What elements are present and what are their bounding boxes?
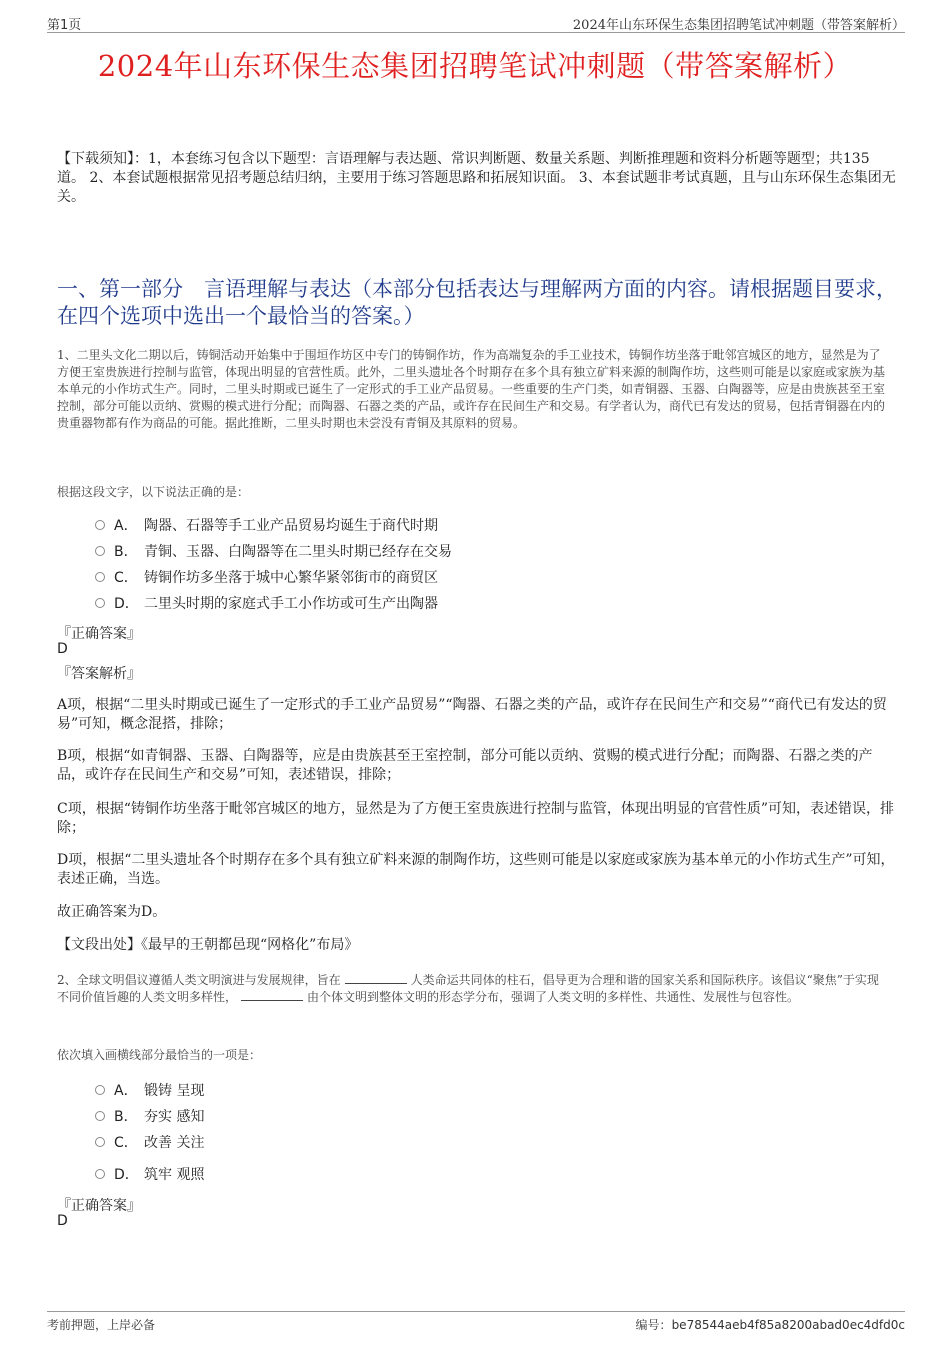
option-b[interactable]: B． 青铜、玉器、白陶器等在二里头时期已经存在交易 bbox=[95, 538, 452, 564]
radio-icon[interactable] bbox=[95, 1111, 105, 1121]
option-c[interactable]: C． 铸铜作坊多坐落于城中心繁华紧邻街市的商贸区 bbox=[95, 564, 452, 590]
fill-blank bbox=[241, 989, 303, 1001]
question-2-options bbox=[95, 1077, 204, 1187]
radio-icon[interactable] bbox=[95, 1137, 105, 1147]
document-title: 2024年山东环保生态集团招聘笔试冲刺题（带答案解析） bbox=[97, 49, 853, 83]
radio-icon[interactable] bbox=[95, 546, 105, 556]
answer-label: 『正确答案』 bbox=[57, 626, 141, 642]
option-d[interactable]: D． 二里头时期的家庭式手工小作坊或可生产出陶器 bbox=[95, 590, 452, 616]
option-b[interactable]: B． 夯实 感知 bbox=[95, 1103, 204, 1129]
question-1-text: 1、二里头文化二期以后，铸铜活动开始集中于围垣作坊区中专门的铸铜作坊，作为高端复杂的手工业技术，铸铜作坊坐落于毗邻宫城区的地方，显然是为了方便王室贵族进行控制与监管，体现出明显的官营性质。此外，二里头遗址各个时期存在多个具有独立矿料来源的制陶作坊，这些则可能是以家庭或家族为基本单元的小作坊式生产。同时，二里头时期或已诞生了一定形式的手工业产品贸易。一些重要的生产门类，如青铜器、玉器、白陶器等，应是由贵族甚至王室控制，部分可能以贡纳、赏赐的模式进行分配；而陶器、石器之类的产品，或许存在民间生产和交易。有学者认为，商代已有发达的贸易，包括青铜器在内的贵重器物都有作为商品的可能。据此推断，二里头时期也未尝没有青铜及其原料的贸易。 bbox=[57, 348, 886, 430]
question-2-prompt: 依次填入画横线部分最恰当的一项是： bbox=[57, 1048, 262, 1062]
download-notice: 【下载须知】：1，本套练习包含以下题型：言语理解与表达题、常识判断题、数量关系题、判断推理题和资料分析题等题型；共135道。 2、本套试题根据常见招考题总结归纳，主要用于练习答题思路和拓展知识面。 3、本套试题非考试真题，且与山东环保生态集团无关。 bbox=[57, 151, 896, 205]
question-1-options bbox=[95, 512, 452, 616]
option-a[interactable]: A． 陶器、石器等手工业产品贸易均诞生于商代时期 bbox=[95, 512, 452, 538]
page-header bbox=[47, 10, 905, 33]
analysis-label: 『答案解析』 bbox=[57, 666, 141, 682]
fill-blank bbox=[345, 972, 407, 984]
radio-icon[interactable] bbox=[95, 520, 105, 530]
radio-icon[interactable] bbox=[95, 598, 105, 608]
footer-slogan: 考前押题，上岸必备 bbox=[47, 1318, 156, 1332]
radio-icon[interactable] bbox=[95, 572, 105, 582]
analysis-conclusion: 故正确答案为D。 bbox=[57, 904, 167, 920]
radio-icon[interactable] bbox=[95, 1085, 105, 1095]
document-code: 编号：be78544aeb4f85a8200abad0ec4dfd0c bbox=[635, 1318, 905, 1332]
correct-answer: D bbox=[57, 1213, 68, 1229]
answer-label: 『正确答案』 bbox=[57, 1198, 141, 1214]
question-2-text: 2、全球文明倡议遵循人类文明演进与发展规律，旨在 人类命运共同体的柱石，倡导更为合理和谐的国家关系和国际秩序。该倡议“聚焦”于实现不同价值旨趣的人类文明多样性， 由个体文明到整体文明的形态学分布，强调了人类文明的多样性、共通性、发展性与包容性。 bbox=[57, 973, 879, 1004]
page-number: 第1页 bbox=[47, 18, 82, 33]
correct-answer: D bbox=[57, 641, 68, 657]
radio-icon[interactable] bbox=[95, 1169, 105, 1179]
page-footer bbox=[47, 1311, 905, 1336]
option-a[interactable]: A． 锻铸 呈现 bbox=[95, 1077, 204, 1103]
option-d[interactable]: D． 筑牢 观照 bbox=[95, 1161, 204, 1187]
option-c[interactable]: C． 改善 关注 bbox=[95, 1129, 204, 1155]
header-doc-title: 2024年山东环保生态集团招聘笔试冲刺题（带答案解析） bbox=[572, 18, 905, 33]
analysis-b: B项，根据“如青铜器、玉器、白陶器等，应是由贵族甚至王室控制，部分可能以贡纳、赏赐的模式进行分配；而陶器、石器之类的产品，或许存在民间生产和交易”可知，表述错误，排除； bbox=[57, 748, 873, 783]
question-1-prompt: 根据这段文字，以下说法正确的是： bbox=[57, 485, 250, 499]
analysis-d: D项，根据“二里头遗址各个时期存在多个具有独立矿料来源的制陶作坊，这些则可能是以家庭或家族为基本单元的小作坊式生产”可知，表述正确，当选。 bbox=[57, 852, 895, 887]
section-heading: 一、第一部分 言语理解与表达（本部分包括表达与理解两方面的内容。请根据题目要求，在四个选项中选出一个最恰当的答案。） bbox=[57, 277, 897, 328]
source-citation: 【文段出处】《最早的王朝都邑现“网格化”布局》 bbox=[57, 937, 359, 953]
analysis-a: A项，根据“二里头时期或已诞生了一定形式的手工业产品贸易”“陶器、石器之类的产品，或许存在民间生产和交易”“商代已有发达的贸易”可知，概念混搭，排除； bbox=[57, 697, 887, 732]
analysis-c: C项，根据“铸铜作坊坐落于毗邻宫城区的地方，显然是为了方便王室贵族进行控制与监管，体现出明显的官营性质”可知，表述错误，排除； bbox=[57, 801, 895, 836]
